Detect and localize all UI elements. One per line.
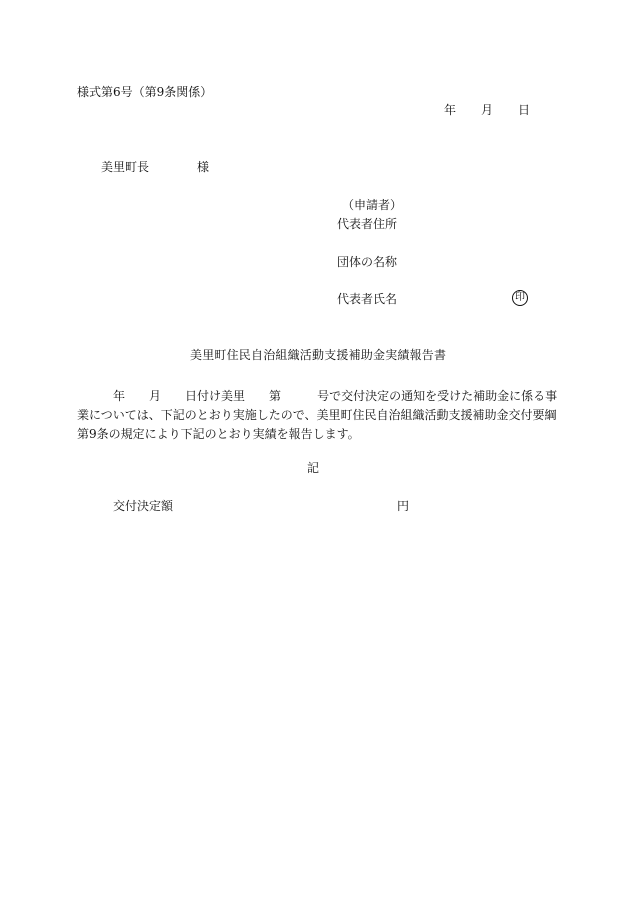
body-month: 月 <box>149 389 162 403</box>
date-year-label: 年 <box>444 103 457 117</box>
addressee-honorific: 様 <box>197 160 210 174</box>
applicant-heading: （申請者） <box>342 198 403 212</box>
document-title: 美里町住民自治組織活動支援補助金実績報告書 <box>190 348 447 362</box>
report-body <box>77 387 558 444</box>
addressee-name: 美里町長 <box>101 160 150 174</box>
body-number-prefix: 第 <box>269 389 282 403</box>
addressee <box>101 161 209 173</box>
body-date-reference: 日付け美里 <box>185 389 246 403</box>
body-line-3: 第9条の規定により下記のとおり実績を報告します。 <box>77 427 360 441</box>
grant-amount-label: 交付決定額 <box>113 499 174 513</box>
date-line <box>444 104 530 116</box>
date-month-label: 月 <box>481 103 494 117</box>
body-line-1-rest: 号で交付決定の通知を受けた補助金に係る事 <box>317 389 558 403</box>
notes-marker: 記 <box>307 461 320 475</box>
representative-name-label: 代表者氏名 <box>337 292 398 306</box>
grant-amount-unit: 円 <box>397 499 410 513</box>
seal-mark: 印 <box>512 290 528 306</box>
body-line-1 <box>77 387 558 406</box>
date-day-label: 日 <box>518 103 531 117</box>
representative-address-label: 代表者住所 <box>337 217 398 231</box>
group-name-label: 団体の名称 <box>337 255 398 269</box>
form-number: 様式第6号（第9条関係） <box>77 85 213 99</box>
body-year: 年 <box>113 389 126 403</box>
body-line-2: 業については、下記のとおり実施したので、美里町住民自治組織活動支援補助金交付要綱 <box>77 408 557 422</box>
